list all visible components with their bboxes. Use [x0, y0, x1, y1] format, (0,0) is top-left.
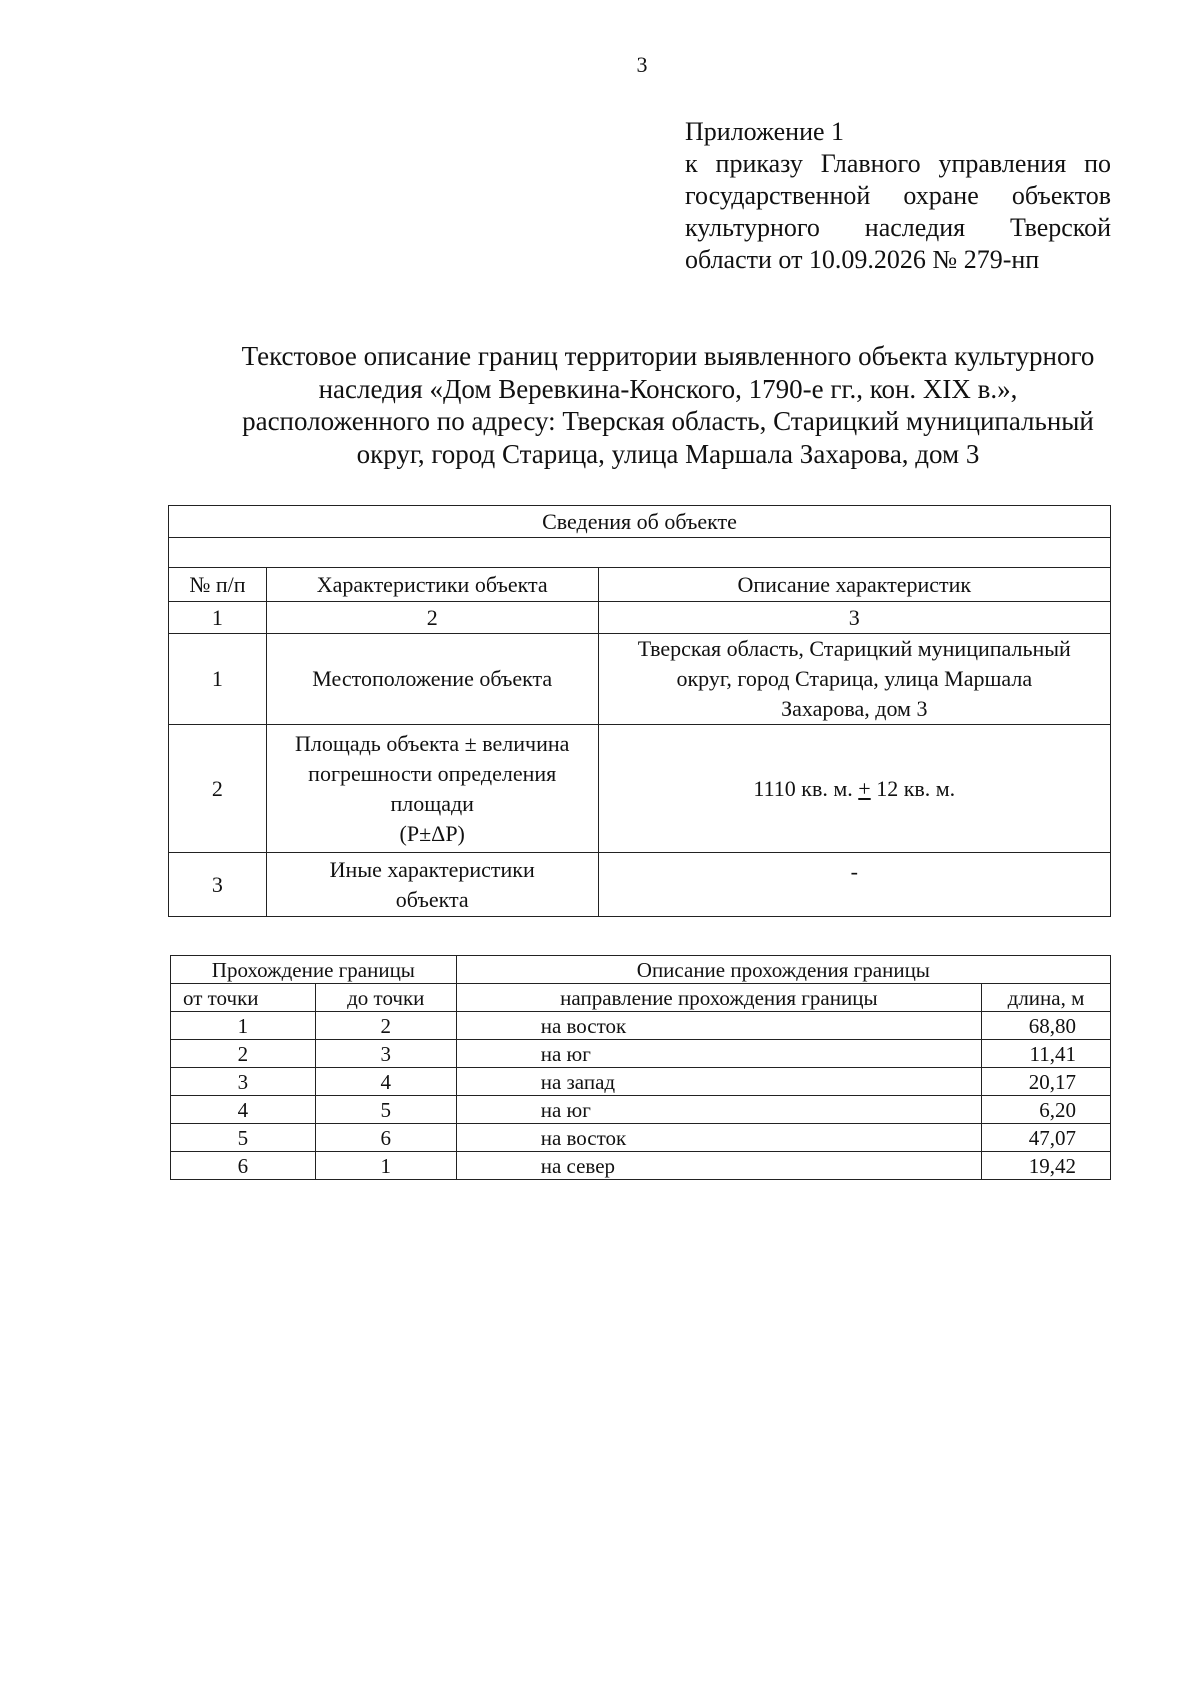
- table-row: [169, 725, 1111, 853]
- title-line: округ, город Старица, улица Маршала Захарова, дом 3: [356, 438, 980, 469]
- table-row: [169, 853, 1111, 917]
- table-row: [171, 1152, 1111, 1180]
- column-header: до точки: [315, 984, 456, 1012]
- table-row: [169, 634, 1111, 725]
- characteristic-text: Местоположение объекта: [312, 666, 553, 691]
- appendix-block: [685, 116, 1111, 276]
- appendix-line: государственной охране объектов: [685, 181, 1111, 210]
- table-row: [169, 538, 1111, 568]
- description-line: округ, город Старица, улица Маршала: [676, 666, 1033, 691]
- table-row: [171, 1068, 1111, 1096]
- length: 6,20: [982, 1096, 1111, 1124]
- characteristic-cell: [266, 634, 598, 725]
- characteristic-text: Иные характеристики: [329, 856, 535, 882]
- characteristic-text: (Р±ΔР): [399, 820, 465, 846]
- page-number: 3: [636, 52, 648, 77]
- direction: на юг: [456, 1040, 981, 1068]
- appendix-line: культурного наследия Тверской: [685, 213, 1111, 242]
- title-line: наследия «Дом Веревкина-Конского, 1790-е гг., кон. XIX в.»,: [318, 373, 1018, 404]
- column-index: 1: [169, 602, 267, 634]
- direction: на восток: [456, 1012, 981, 1040]
- object-info-table: [168, 505, 1111, 917]
- row-number: 3: [169, 853, 267, 917]
- table-row: [171, 956, 1111, 984]
- column-header: Характеристики объекта: [266, 568, 598, 602]
- column-header: № п/п: [169, 568, 267, 602]
- direction: на север: [456, 1152, 981, 1180]
- to-point: 6: [315, 1124, 456, 1152]
- plus-minus-sign: +: [858, 775, 871, 801]
- appendix-line: к приказу Главного управления по: [685, 149, 1111, 178]
- length: 11,41: [982, 1040, 1111, 1068]
- row-number: 2: [169, 725, 267, 853]
- characteristic-text: объекта: [395, 886, 469, 912]
- from-point: 4: [171, 1096, 316, 1124]
- row-number: 1: [169, 634, 267, 725]
- header-description: Описание прохождения границы: [456, 956, 1110, 984]
- length: 19,42: [982, 1152, 1111, 1180]
- table-row: [169, 602, 1111, 634]
- characteristic-cell: [266, 725, 598, 853]
- column-index: 2: [266, 602, 598, 634]
- blank-cell: [169, 538, 1111, 568]
- from-point: 1: [171, 1012, 316, 1040]
- table-row: [169, 506, 1111, 538]
- to-point: 2: [315, 1012, 456, 1040]
- boundary-table: [170, 955, 1111, 1180]
- appendix-line: области от 10.09.2026 № 279-нп: [685, 245, 1040, 274]
- characteristic-text: погрешности определения: [308, 760, 557, 786]
- description-line: Тверская область, Старицкий муниципальный: [637, 636, 1071, 661]
- to-point: 1: [315, 1152, 456, 1180]
- to-point: 3: [315, 1040, 456, 1068]
- description-cell: [598, 634, 1110, 725]
- column-header: направление прохождения границы: [456, 984, 981, 1012]
- description-cell: [598, 853, 1110, 917]
- table-row: [171, 1124, 1111, 1152]
- from-point: 6: [171, 1152, 316, 1180]
- table-row: [171, 1012, 1111, 1040]
- area-value: 1110 кв. м.: [753, 775, 859, 801]
- table-row: [171, 1040, 1111, 1068]
- direction: на запад: [456, 1068, 981, 1096]
- characteristic-text: площади: [390, 790, 474, 816]
- to-point: 5: [315, 1096, 456, 1124]
- title-line: расположенного по адресу: Тверская область, Старицкий муниципальный: [242, 406, 1094, 436]
- description-line: -: [850, 859, 858, 884]
- length: 68,80: [982, 1012, 1111, 1040]
- description-cell: [598, 725, 1110, 853]
- direction: на юг: [456, 1096, 981, 1124]
- characteristic-text: Площадь объекта ± величина: [295, 730, 570, 756]
- section-title: Сведения об объекте: [169, 506, 1111, 538]
- table-row: [171, 1096, 1111, 1124]
- column-header: длина, м: [982, 984, 1111, 1012]
- direction: на восток: [456, 1124, 981, 1152]
- area-tolerance: 12 кв. м.: [870, 775, 956, 801]
- from-point: 2: [171, 1040, 316, 1068]
- from-point: 3: [171, 1068, 316, 1096]
- header-passage: Прохождение границы: [171, 956, 457, 984]
- table-row: [171, 984, 1111, 1012]
- from-point: 5: [171, 1124, 316, 1152]
- column-header: Описание характеристик: [598, 568, 1110, 602]
- length: 47,07: [982, 1124, 1111, 1152]
- to-point: 4: [315, 1068, 456, 1096]
- appendix-label: Приложение 1: [685, 117, 845, 146]
- characteristic-cell: [266, 853, 598, 917]
- description-line: Захарова, дом 3: [781, 696, 928, 721]
- length: 20,17: [982, 1068, 1111, 1096]
- document-title: [168, 340, 1168, 470]
- column-header: от точки: [171, 984, 316, 1012]
- table-row: [169, 568, 1111, 602]
- title-line: Текстовое описание границ территории выявленного объекта культурного: [241, 341, 1095, 371]
- column-index: 3: [598, 602, 1110, 634]
